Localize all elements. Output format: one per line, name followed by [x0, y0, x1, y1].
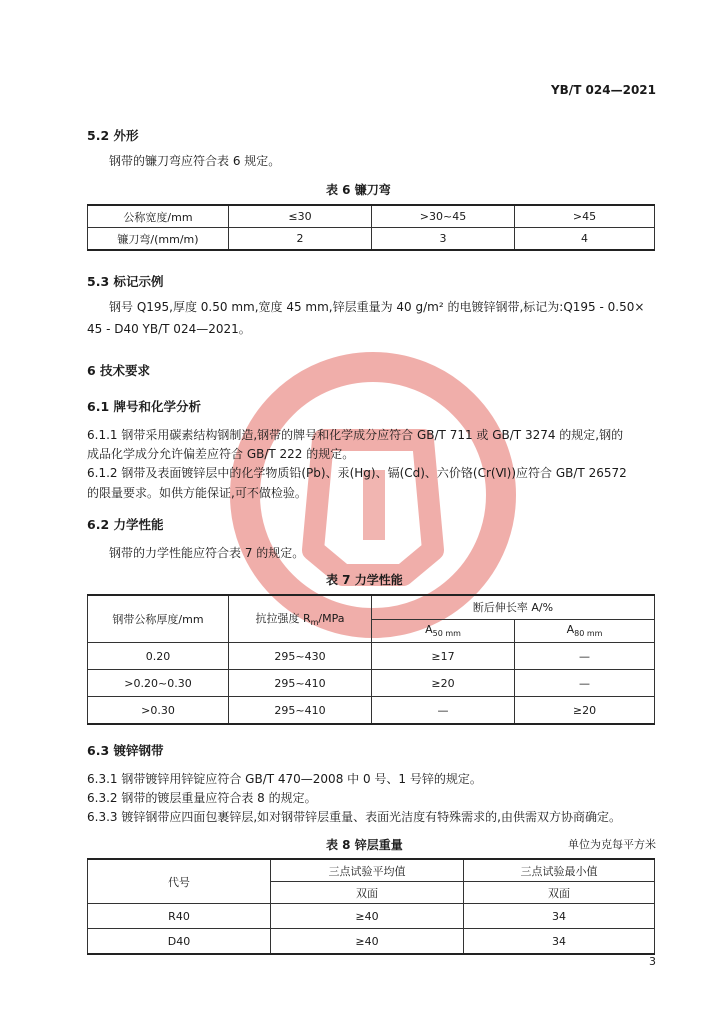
clause-6-1-1-line2: 成品化学成分允许偏差应符合 GB/T 222 的规定。 [87, 447, 355, 461]
table-cell: 295~410 [229, 670, 372, 697]
table-7-caption: 表 7 力学性能 [326, 573, 403, 587]
table-cell: >45 [515, 205, 655, 228]
table-cell: 4 [515, 228, 655, 251]
table-cell: D40 [88, 929, 271, 955]
table-cell: >0.30 [88, 697, 229, 725]
table-cell: ≥17 [372, 643, 515, 670]
table-cell: >0.20~0.30 [88, 670, 229, 697]
table-row [88, 697, 655, 725]
table-cell: 2 [229, 228, 372, 251]
table-row [88, 929, 655, 955]
table-6-caption: 表 6 镰刀弯 [326, 183, 391, 197]
clause-6-3-1: 6.3.1 钢带镀锌用锌锭应符合 GB/T 470—2008 中 0 号、1 号锌的规定。 [87, 772, 482, 786]
table-cell: 公称宽度/mm [88, 205, 229, 228]
table-header-elongation: 断后伸长率 A/% [372, 595, 655, 619]
table-row [88, 595, 655, 619]
table-cell: ≥40 [271, 929, 464, 955]
table-cell: ≤30 [229, 205, 372, 228]
table-row [88, 904, 655, 929]
table-header-strength: 抗拉强度 $R_m$/MPa [229, 595, 372, 643]
section-6-2-text: 钢带的力学性能应符合表 7 的规定。 [109, 546, 305, 560]
table-cell: 34 [464, 904, 655, 929]
section-5-2-title: 5.2 外形 [87, 128, 139, 143]
standard-code: YB/T 024—2021 [550, 83, 656, 97]
table-cell: 0.20 [88, 643, 229, 670]
table-cell: — [515, 670, 655, 697]
table-cell: ≥20 [372, 670, 515, 697]
table-cell: ≥20 [515, 697, 655, 725]
table-cell: 34 [464, 929, 655, 955]
table-row [88, 859, 655, 882]
table-7 [87, 594, 655, 725]
clause-6-1-2-line2: 的限量要求。如供方能保证,可不做检验。 [87, 486, 307, 500]
clause-6-1-1-line1: 6.1.1 钢带采用碳素结构钢制造,钢带的牌号和化学成分应符合 GB/T 711 或 GB/T 3274 的规定,钢的 [87, 428, 624, 442]
table-cell: 295~430 [229, 643, 372, 670]
table-8 [87, 858, 655, 955]
table-cell: — [515, 643, 655, 670]
section-6-title: 6 技术要求 [87, 363, 151, 378]
page-number: 3 [649, 955, 656, 968]
section-5-3-title: 5.3 标记示例 [87, 274, 164, 289]
table-header-double-side: 双面 [271, 882, 464, 904]
table-cell: — [372, 697, 515, 725]
table-header-a80: $A_{80 mm}$ [515, 619, 655, 642]
table-header-a50: $A_{50 mm}$ [372, 619, 515, 642]
section-6-1-title: 6.1 牌号和化学分析 [87, 399, 201, 414]
table-row [88, 643, 655, 670]
table-cell: 镰刀弯/(mm/m) [88, 228, 229, 251]
clause-6-1-2-line1: 6.1.2 钢带及表面镀锌层中的化学物质铅(Pb)、汞(Hg)、镉(Cd)、六价铬(Cr(Ⅵ))应符合 GB/T 26572 [87, 466, 627, 480]
table-header-thickness: 钢带公称厚度/mm [88, 595, 229, 643]
table-cell: >30~45 [372, 205, 515, 228]
table-6 [87, 204, 655, 251]
table-cell: R40 [88, 904, 271, 929]
table-header-avg: 三点试验平均值 [271, 859, 464, 882]
section-6-3-title: 6.3 镀锌钢带 [87, 743, 164, 758]
section-5-3-line1: 钢号 Q195,厚度 0.50 mm,宽度 45 mm,锌层重量为 40 g/m² 的电镀锌钢带,标记为:Q195 - 0.50× [109, 300, 645, 314]
section-5-2-text: 钢带的镰刀弯应符合表 6 规定。 [109, 154, 281, 168]
section-6-2-title: 6.2 力学性能 [87, 517, 164, 532]
table-cell: ≥40 [271, 904, 464, 929]
table-header-double-side: 双面 [464, 882, 655, 904]
table-header-code: 代号 [88, 859, 271, 904]
clause-6-3-2: 6.3.2 钢带的镀层重量应符合表 8 的规定。 [87, 791, 317, 805]
section-5-3-line2: 45 - D40 YB/T 024—2021。 [87, 322, 251, 336]
table-row [88, 205, 655, 228]
table-cell: 3 [372, 228, 515, 251]
table-cell: 295~410 [229, 697, 372, 725]
table-row [88, 670, 655, 697]
clause-6-3-3: 6.3.3 镀锌钢带应四面包裹锌层,如对钢带锌层重量、表面光洁度有特殊需求的,由供需双方协商确定。 [87, 810, 621, 824]
table-8-caption: 表 8 锌层重量 [326, 838, 403, 852]
table-row [88, 228, 655, 251]
table-8-unit: 单位为克每平方米 [568, 838, 656, 851]
table-header-min: 三点试验最小值 [464, 859, 655, 882]
